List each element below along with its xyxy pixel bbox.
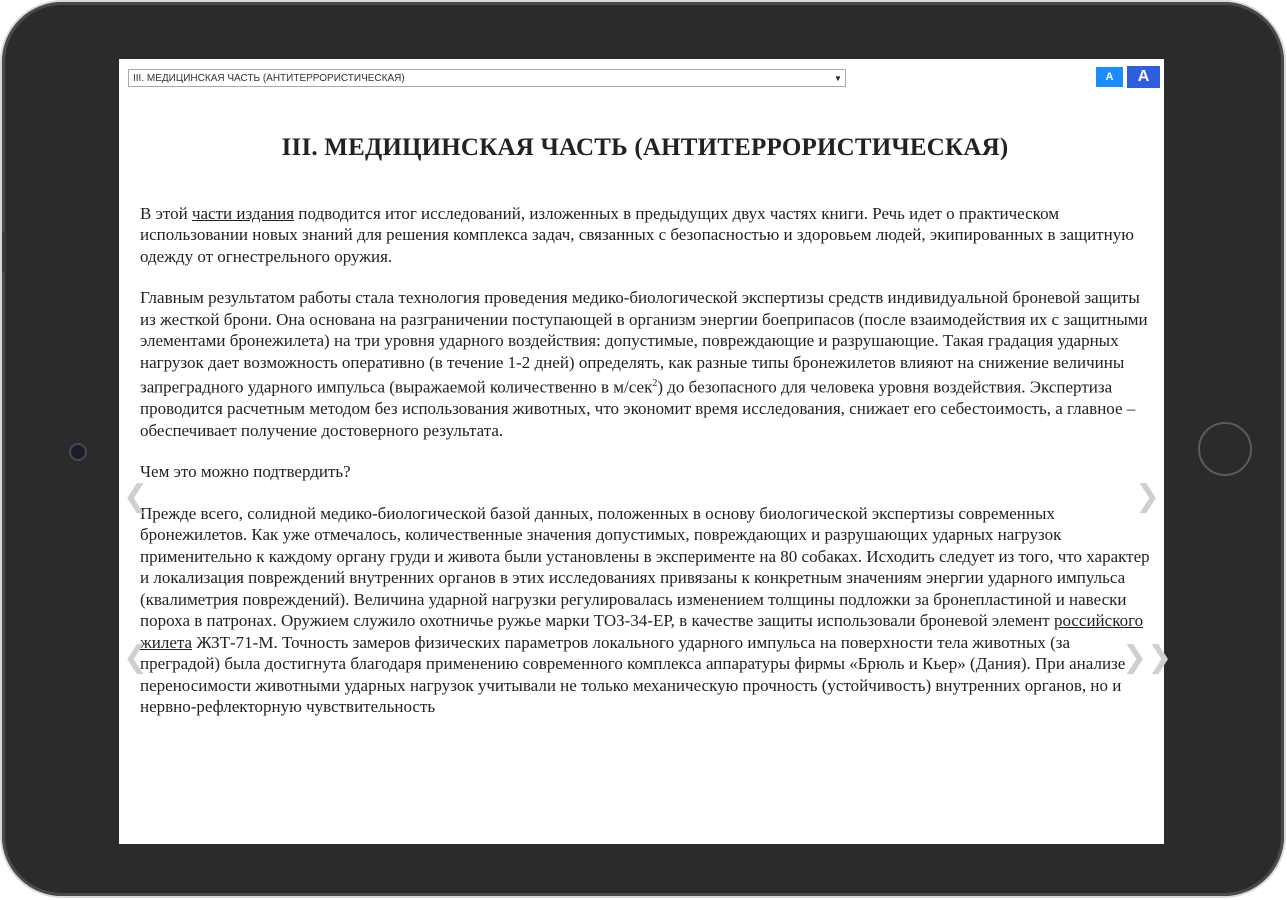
paragraph-4 xyxy=(140,503,1150,718)
chapter-select-value: III. МЕДИЦИНСКАЯ ЧАСТЬ (АНТИТЕРРОРИСТИЧЕСКАЯ) xyxy=(133,72,405,84)
chapter-select[interactable] xyxy=(128,69,846,87)
next-page-arrow-icon[interactable]: ❯ xyxy=(1135,479,1161,514)
paragraph-2 xyxy=(140,287,1150,441)
document-content xyxy=(140,117,1150,738)
prev-page-arrow-icon[interactable]: ❮ xyxy=(123,479,149,514)
reader-screen xyxy=(119,59,1173,844)
home-button[interactable] xyxy=(1198,422,1252,476)
chapter-title: III. МЕДИЦИНСКАЯ ЧАСТЬ (АНТИТЕРРОРИСТИЧЕСКАЯ) xyxy=(281,134,1009,161)
page-bottom-margin xyxy=(119,803,1164,844)
text-span: ) до безопасного для человека уровня воздействия. Экспертиза проводится расчетным методом без использования животных, что экономит время исследования, снижает его себестоимость, а главное – обеспечивает получение достоверного результата. xyxy=(140,377,1136,440)
volume-button xyxy=(2,232,6,272)
text-span: ЖЗТ-71-М. Точность замеров физических параметров локального ударного импульса на поверхности тела животных (за преградой) была достигнута благодаря применению современного комплекса аппаратуры фирмы «Брюль и Кьер» (Дания). При анализе переносимости животными ударных нагрузок учитывали не только механическую прочность (устойчивость) внутренних органов, но и нервно-рефлекторную чувствительность xyxy=(140,632,1126,717)
text-span: подводится итог исследований, изложенных в предыдущих двух частях книги. Речь идет о практическом использовании новых знаний для решения комплекса задач, связанных с безопасностью и здоровьем людей, экипированных в защитную одежду от огнестрельного оружия. xyxy=(140,203,1134,266)
camera-icon xyxy=(69,443,87,461)
text-span: В этой xyxy=(140,203,192,223)
font-decrease-button[interactable]: A xyxy=(1096,67,1123,87)
superscript: 2 xyxy=(652,378,658,389)
first-page-arrow-icon[interactable]: ❮ xyxy=(123,640,149,675)
link-part-of-edition[interactable]: части издания xyxy=(191,203,295,223)
paragraph-1 xyxy=(140,203,1150,268)
chevron-down-icon: ▼ xyxy=(834,73,842,83)
last-page-arrow-icon[interactable]: ❯❯ xyxy=(1122,640,1173,675)
font-increase-button[interactable]: A xyxy=(1127,66,1160,88)
paragraph-3: Чем это можно подтвердить? xyxy=(140,462,351,482)
link-russian-vest[interactable]: российского жилета xyxy=(140,611,1144,652)
text-span: Прежде всего, солидной медико-биологической базой данных, положенных в основу биологической экспертизы современных бронежилетов. Как уже отмечалось, количественные значения допустимых, повреждающих и разрушающих ударных нагрузок применительно к каждому органу груди и живота были установлены в эксперименте на 80 собаках. Исходить следует из того, что характер и локализация повреждений внутренних органов в этих исследованиях привязаны к конкретным значениям энергии ударного импульса (квалиметрия повреждений). Величина ударной нагрузки регулировалась изменением толщины подложки за бронепластиной и навески пороха в патронах. Оружием служило охотничье ружье марки ТОЗ-34-ЕР, в качестве защиты использовали броневой элемент xyxy=(140,503,1150,631)
text-span: Главным результатом работы стала технология проведения медико-биологической экспертизы средств индивидуальной броневой защиты из жесткой брони. Она основана на разграничении поступающей в организм энергии боеприпасов (после взаимодействия их с защитными элементами бронежилета) на три уровня ударного воздействия: допустимые, повреждающие и разрушающие. Такая градация ударных нагрузок дает возможность оперативно (в течение 1-2 дней) определять, как разные типы бронежилетов влияют на снижение величины запреградного ударного импульса (выражаемой количественно в м/сек xyxy=(140,288,1148,397)
